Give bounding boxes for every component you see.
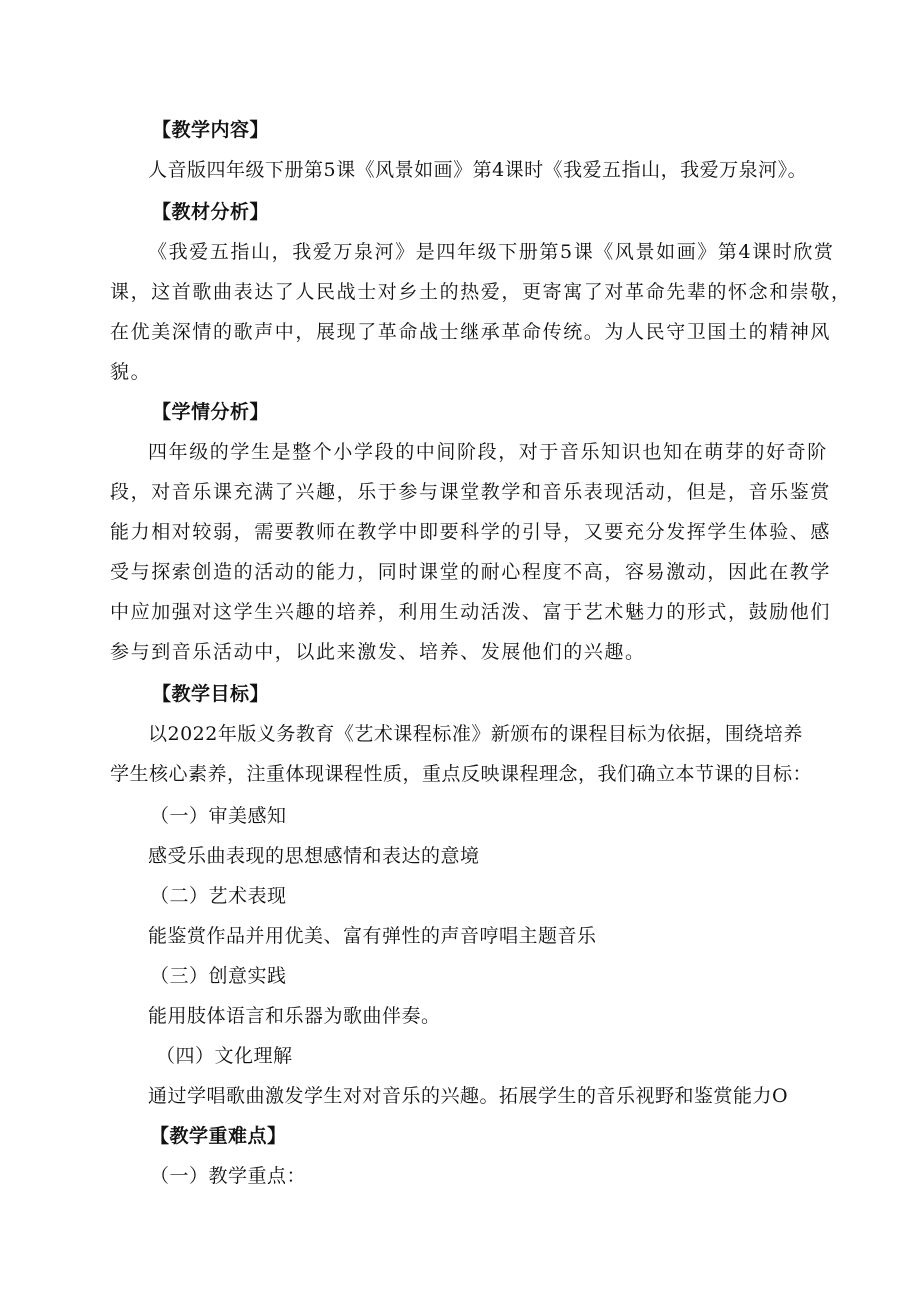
students-line: 参与到音乐活动中，以此来激发、培养、发展他们的兴趣。 (110, 641, 646, 663)
goals-intro-line: 学生核心素养，注重体现课程性质，重点反映课程理念，我们确立本节课的目标： (110, 763, 813, 785)
students-line: 能力相对较弱，需要教师在教学中即要科学的引导，又要充分发挥学生体验、感 (110, 521, 832, 543)
goal-item-text: 通过学唱歌曲激发学生对对音乐的兴趣。拓展学生的音乐视野和鉴赏能力O (148, 1085, 789, 1107)
goals-intro-line: 以2022年版义务教育《艺术课程标准》新颁布的课程目标为依据，围绕培养 (148, 723, 803, 745)
goal-item-label: （三）创意实践 (150, 965, 287, 987)
material-line: 貌。 (110, 361, 152, 383)
heading-student-analysis: 【学情分析】 (152, 401, 270, 423)
heading-teaching-content: 【教学内容】 (152, 119, 270, 141)
key-points-sub: （一）教学重点： (150, 1165, 307, 1187)
heading-teaching-goals: 【教学目标】 (152, 683, 270, 705)
material-line: 在优美深情的歌声中，展现了革命战士继承革命传统。为人民守卫国土的精神风 (110, 321, 832, 343)
heading-material-analysis: 【教材分析】 (152, 201, 270, 223)
material-line: 《我爱五指山，我爱万泉河》是四年级下册第5课《风景如画》第4课时欣赏 (148, 241, 835, 263)
material-line: 课，这首歌曲表达了人民战士对乡土的热爱，更寄寓了对革命先辈的怀念和崇敬， (110, 281, 852, 303)
goal-item-text: 能用肢体语言和乐器为歌曲伴奏。 (148, 1005, 441, 1027)
goal-item-label: （四）文化理解 (156, 1045, 293, 1067)
students-line: 段，对音乐课充满了兴趣，乐于参与课堂教学和音乐表现活动，但是，音乐鉴赏 (110, 481, 832, 503)
teaching-content-text: 人音版四年级下册第5课《风景如画》第4课时《我爱五指山，我爱万泉河》。 (148, 159, 808, 181)
goal-item-label: （一）审美感知 (150, 805, 287, 827)
students-line: 受与探索创造的活动的能力，同时课堂的耐心程度不高，容易激动，因此在教学 (110, 561, 832, 583)
goal-item-text: 感受乐曲表现的思想感情和表达的意境 (148, 845, 480, 867)
students-line: 四年级的学生是整个小学段的中间阶段，对于音乐知识也知在萌芽的好奇阶 (148, 441, 828, 463)
students-line: 中应加强对这学生兴趣的培养，利用生动活泼、富于艺术魅力的形式，鼓励他们 (110, 601, 832, 623)
goal-item-label: （二）艺术表现 (150, 885, 287, 907)
heading-key-points: 【教学重难点】 (150, 1125, 287, 1147)
goal-item-text: 能鉴赏作品并用优美、富有弹性的声音哼唱主题音乐 (148, 925, 597, 947)
